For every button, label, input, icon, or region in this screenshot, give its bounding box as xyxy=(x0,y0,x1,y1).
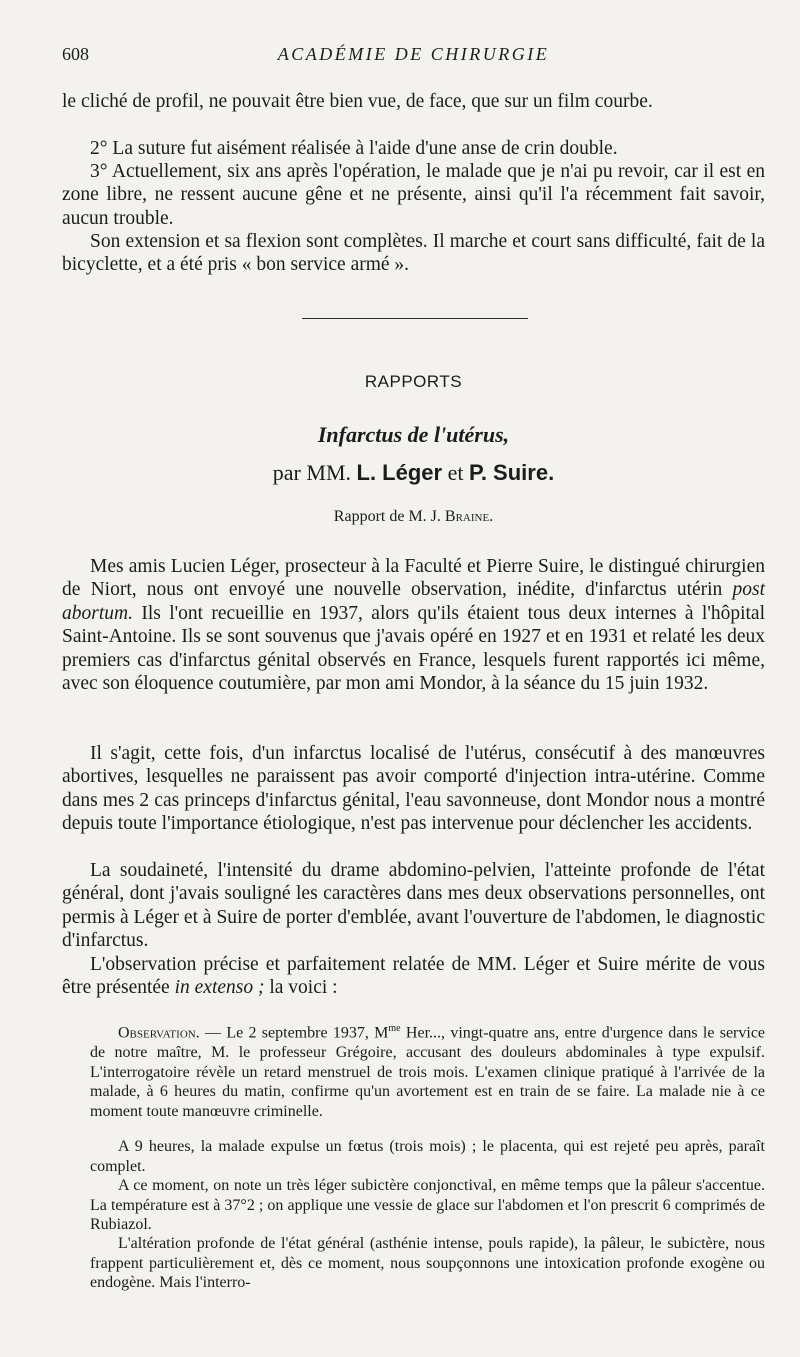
body-paragraph-1: Mes amis Lucien Léger, prosecteur à la Faculté et Pierre Suire, le distingué chirurgien de Niort, nous ont envoyé une nouvelle observation, inédite, d'infarctus utérin post abortum. Ils l'ont recueillie en 1937, alors qu'ils étaient tous deux internes à l'hôpital Saint-Antoine. Ils se sont souvenus que j'avais opéré en 1927 et en 1931 et relaté les deux premiers cas d'infarctus génital observés en France, lesquels furent rapportés ici même, avec son éloquence coutumière, par mon ami Mondor, à la séance du 15 juin 1932. xyxy=(62,556,766,695)
author-suire: P. Suire. xyxy=(468,460,555,485)
observation-paragraph-4: L'altération profonde de l'état général (asthénie intense, pouls rapide), la pâleur, le subictère, nous frappent particulièrement et, dès ce moment, nous soupçonnons une intoxication profonde exogène ou endogène. Mais l'interro- xyxy=(90,1235,765,1292)
paragraph-function: Son extension et sa flexion sont complètes. Il marche et court sans difficulté, fait de la bicyclette, et a été pris « bon service armé ». xyxy=(62,231,765,276)
observation-paragraph-3: A ce moment, on note un très léger subictère conjonctival, en même temps que la pâleur s'accentue. La température est à 37°2 ; on applique une vessie de glace sur l'abdomen et l'on prescrit 6 comprimés de Rubiazol. xyxy=(90,1177,765,1234)
observation-label: Observation. xyxy=(118,1024,200,1042)
body-paragraph-4: L'observation précise et parfaitement relatée de MM. Léger et Suire mérite de vous être présentée in extenso ; la voici : xyxy=(62,954,765,999)
body-paragraph-2: Il s'agit, cette fois, d'un infarctus localisé de l'utérus, consécutif à des manœuvres abortives, lesquelles ne paraissent pas avoir comporté d'injection intra-utérine. Comme dans mes 2 cas princeps d'infarctus génital, l'eau savonneuse, dont Mondor nous a montré depuis toute l'importance étiologique, n'est pas intervenue pour déclencher les accidents. xyxy=(62,743,765,835)
article-title: Infarctus de l'utérus, xyxy=(317,422,510,447)
body-paragraph-3: La soudaineté, l'intensité du drame abdomino-pelvien, l'atteinte profonde de l'état général, dont j'avais souligné les caractères dans mes deux observations personnelles, ont permis à Léger et à Suire de porter d'emblée, avant l'ouverture de l'abdomen, le diagnostic d'infarctus. xyxy=(62,860,765,952)
page xyxy=(62,0,765,1357)
section-heading: RAPPORTS xyxy=(364,372,463,391)
report-line: Rapport de M. J. Braine. xyxy=(333,508,494,525)
paragraph-continuation: le cliché de profil, ne pouvait être bien vue, de face, que sur un film courbe. xyxy=(62,91,653,112)
paragraph-follow-up: 3° Actuellement, six ans après l'opération, le malade que je n'ai pu revoir, car il est en zone libre, ne ressent aucune gêne et ne présente, ainsi qu'il l'a récemment fait savoir, aucun trouble. xyxy=(62,161,765,229)
article-byline: par MM. L. Léger et P. Suire. xyxy=(272,460,555,485)
paragraph-suture: 2° La suture fut aisément réalisée à l'aide d'une anse de crin double. xyxy=(90,138,618,159)
page-number: 608 xyxy=(62,44,89,64)
report-author: Braine. xyxy=(444,508,494,525)
section-divider xyxy=(302,318,528,319)
running-title: ACADÉMIE DE CHIRURGIE xyxy=(277,44,550,64)
author-leger: L. Léger xyxy=(356,460,443,485)
observation-paragraph-2: A 9 heures, la malade expulse un fœtus (trois mois) ; le placenta, qui est rejeté peu après, paraît complet. xyxy=(90,1138,765,1175)
observation-paragraph-1: Observation. — Le 2 septembre 1937, $M^{me}$ Her..., vingt-quatre ans, entre d'urgence dans le service de notre maître, M. le professeur Grégoire, accusant des douleurs abdominales à type expulsif. L'interrogatoire révèle un retard menstruel de trois mois. L'examen clinique pratiqué à l'arrivée de la malade, à 6 heures du matin, confirme qu'un avortement est en train de se faire. La malade nie à ce moment toute manœuvre criminelle. xyxy=(90,1023,766,1120)
